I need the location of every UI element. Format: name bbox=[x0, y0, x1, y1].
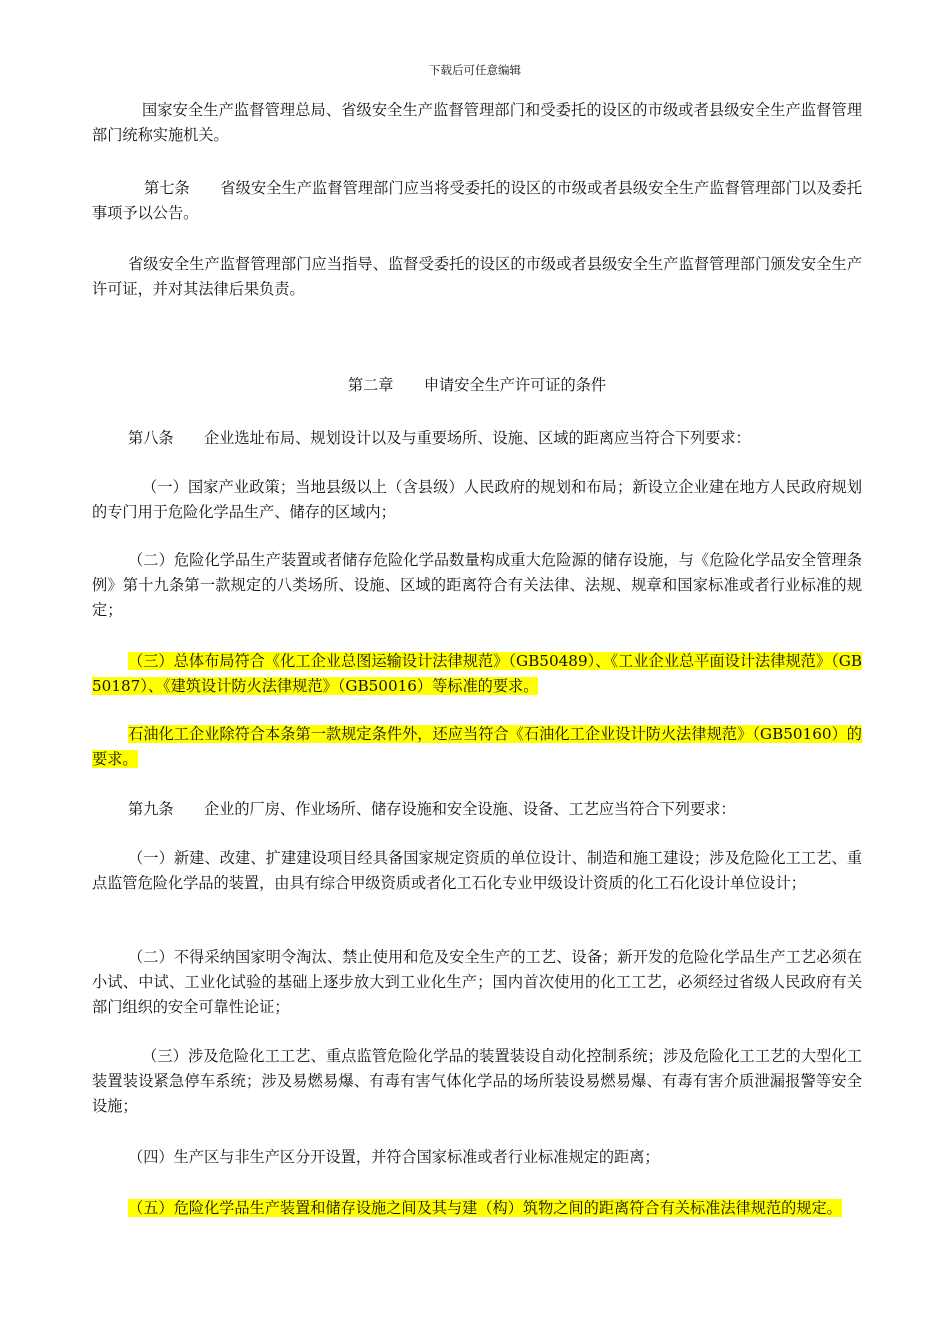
highlighted-text: （三）总体布局符合《化工企业总图运输设计法律规范》（GB50489）、《工业企业总平面设计法律规范》（GB50187）、《建筑设计防火法律规范》（GB50016）等标准的要求。 bbox=[92, 652, 862, 695]
article-9-item-3 bbox=[92, 1044, 862, 1119]
paragraph-text: （四）生产区与非生产区分开设置，并符合国家标准或者行业标准规定的距离； bbox=[128, 1148, 660, 1166]
chapter-title: 第二章 申请安全生产许可证的条件 bbox=[347, 376, 607, 394]
article-7 bbox=[92, 176, 862, 226]
highlighted-text: （五）危险化学品生产装置和储存设施之间及其与建（构）筑物之间的距离符合有关标准法律规范的规定。 bbox=[128, 1199, 842, 1217]
paragraph-text: （一）国家产业政策；当地县级以上（含县级）人民政府的规划和布局；新设立企业建在地方人民政府规划的专门用于危险化学品生产、储存的区域内； bbox=[92, 478, 862, 521]
article-8-item-2 bbox=[92, 548, 862, 623]
paragraph-text: 第七条 省级安全生产监督管理部门应当将受委托的设区的市级或者县级安全生产监督管理部门以及委托事项予以公告。 bbox=[92, 179, 862, 222]
article-9-item-4 bbox=[92, 1145, 862, 1170]
paragraph-text: （一）新建、改建、扩建建设项目经具备国家规定资质的单位设计、制造和施工建设；涉及危险化工工艺、重点监管危险化学品的装置，由具有综合甲级资质或者化工石化专业甲级设计资质的化工石化设计单位设计； bbox=[92, 849, 862, 892]
article-9-item-5 bbox=[92, 1196, 862, 1221]
article-9-item-1 bbox=[92, 846, 862, 896]
article-8 bbox=[92, 426, 862, 451]
paragraph-text: （二）不得采纳国家明令淘汰、禁止使用和危及安全生产的工艺、设备；新开发的危险化学品生产工艺必须在小试、中试、工业化试验的基础上逐步放大到工业化生产；国内首次使用的化工工艺，必须经过省级人民政府有关部门组织的安全可靠性论证； bbox=[92, 948, 862, 1016]
article-8-item-1 bbox=[92, 475, 862, 525]
paragraph-text: 国家安全生产监督管理总局、省级安全生产监督管理部门和受委托的设区的市级或者县级安全生产监督管理部门统称实施机关。 bbox=[92, 101, 862, 144]
page-header: 下载后可任意编辑 bbox=[429, 63, 521, 77]
paragraph-text: （三）涉及危险化工工艺、重点监管危险化学品的装置装设自动化控制系统；涉及危险化工工艺的大型化工装置装设紧急停车系统；涉及易燃易爆、有毒有害气体化学品的场所装设易燃易爆、有毒有害介质泄漏报警等安全设施； bbox=[92, 1047, 862, 1115]
article-8-item-3 bbox=[92, 649, 862, 699]
paragraph-text: 第八条 企业选址布局、规划设计以及与重要场所、设施、区域的距离应当符合下列要求： bbox=[128, 429, 751, 447]
paragraph-text: 省级安全生产监督管理部门应当指导、监督受委托的设区的市级或者县级安全生产监督管理部门颁发安全生产许可证，并对其法律后果负责。 bbox=[92, 255, 862, 298]
paragraph-implementing-authority bbox=[92, 98, 862, 148]
article-8-petrochemical bbox=[92, 722, 862, 772]
paragraph-text: （二）危险化学品生产装置或者储存危险化学品数量构成重大危险源的储存设施，与《危险化学品安全管理条例》第十九条第一款规定的八类场所、设施、区域的距离符合有关法律、法规、规章和国家标准或者行业标准的规定； bbox=[92, 551, 862, 619]
paragraph-text: 第九条 企业的厂房、作业场所、储存设施和安全设施、设备、工艺应当符合下列要求： bbox=[128, 800, 736, 818]
highlighted-text: 石油化工企业除符合本条第一款规定条件外，还应当符合《石油化工企业设计防火法律规范》（GB50160）的要求。 bbox=[92, 725, 862, 768]
article-9-item-2 bbox=[92, 945, 862, 1020]
article-7-para-2 bbox=[92, 252, 862, 302]
chapter-2-heading bbox=[92, 373, 862, 398]
article-9 bbox=[92, 797, 862, 822]
